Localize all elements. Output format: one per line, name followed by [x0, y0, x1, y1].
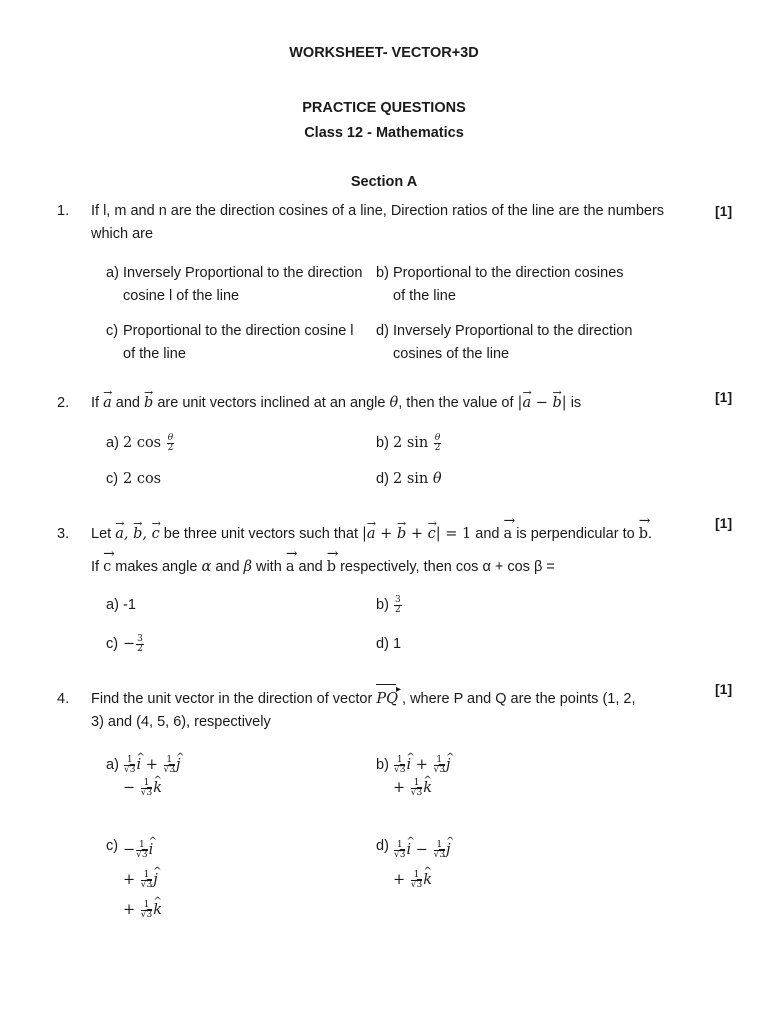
- option-label: c): [106, 323, 119, 339]
- option-math: − $\frac{3}{2}$: [123, 633, 143, 654]
- option-math: $\frac{1}{√3}$ ^ i + $\frac{1}{√3}$ ^ j − $\frac{1}{√3}$ ^ k: [123, 754, 363, 800]
- question-number: 3.: [57, 526, 70, 542]
- option-text: Proportional to the direction cosine l of the line: [123, 323, 354, 362]
- question-number: 2.: [57, 395, 70, 411]
- section-heading: Section A: [350, 174, 418, 190]
- option-label: c): [106, 471, 119, 487]
- option-text: Inversely Proportional to the direction cosines of the line: [393, 323, 633, 362]
- option-math: $\frac{3}{2}$: [395, 594, 401, 615]
- option-label: d): [376, 838, 389, 854]
- option-label: d): [376, 636, 389, 652]
- worksheet-title: WORKSHEET- VECTOR+3D: [289, 45, 479, 61]
- option-label: b): [376, 265, 389, 281]
- option-label: a): [106, 265, 119, 281]
- option-text: -1: [123, 597, 136, 613]
- option-math: $\frac{1}{√3}$ ^ i − $\frac{1}{√3}$ ^ j + $\frac{1}{√3}$ ^ k: [393, 835, 633, 895]
- option-text: 1: [393, 636, 402, 652]
- question-text: If → a and → b are unit vectors inclined at an angle θ, then the value of |→ a − → b| is: [91, 392, 706, 415]
- marks-badge: [1]: [715, 681, 733, 697]
- question-text-line2: If → c makes angle α and β with → a and → b respectively, then cos α + cos β =: [91, 556, 706, 579]
- marks-badge: [1]: [715, 515, 733, 531]
- option-math: $\frac{1}{√3}$ ^ i + $\frac{1}{√3}$ ^ j + $\frac{1}{√3}$ ^ k: [393, 754, 633, 800]
- option-text: Inversely Proportional to the direction cosine l of the line: [123, 265, 363, 304]
- option-math: − $\frac{1}{√3}$ ^ i + $\frac{1}{√3}$ ^ j + $\frac{1}{√3}$ ^ k: [123, 835, 363, 925]
- question-text: If l, m and n are the direction cosines of a line, Direction ratios of the line are the numbers which are: [91, 203, 665, 242]
- question-text-line2: 3) and (4, 5, 6), respectively: [91, 714, 271, 730]
- option-label: d): [376, 323, 389, 339]
- option-text: Proportional to the direction cosines of the line: [393, 265, 624, 304]
- option-label: b): [376, 435, 389, 451]
- question-number: 1.: [57, 203, 70, 219]
- practice-heading: PRACTICE QUESTIONS: [302, 100, 466, 116]
- option-label: c): [106, 636, 119, 652]
- option-label: c): [106, 838, 119, 854]
- marks-badge: [1]: [715, 203, 733, 219]
- question-text: Find the unit vector in the direction of vector PQ ▸ , where P and Q are the points (1, 2,: [91, 688, 706, 711]
- option-math: 2 cos $\frac{\theta}{2}$: [123, 432, 174, 453]
- option-math: 2 sin $\frac{\theta}{2}$: [393, 432, 441, 453]
- option-label: d): [376, 471, 389, 487]
- question-text: Let → a, → b, → c be three unit vectors such that |→ a + → b + → c| = 1 and → a is perpendicular to → b.: [91, 523, 706, 546]
- option-math: 2 cos: [123, 471, 162, 487]
- marks-badge: [1]: [715, 389, 733, 405]
- option-math: 2 sin θ: [393, 471, 442, 487]
- option-label: a): [106, 597, 119, 613]
- option-label: b): [376, 597, 389, 613]
- option-label: b): [376, 757, 389, 773]
- question-number: 4.: [57, 691, 70, 707]
- class-line: Class 12 - Mathematics: [304, 125, 464, 141]
- option-label: a): [106, 435, 119, 451]
- option-label: a): [106, 757, 119, 773]
